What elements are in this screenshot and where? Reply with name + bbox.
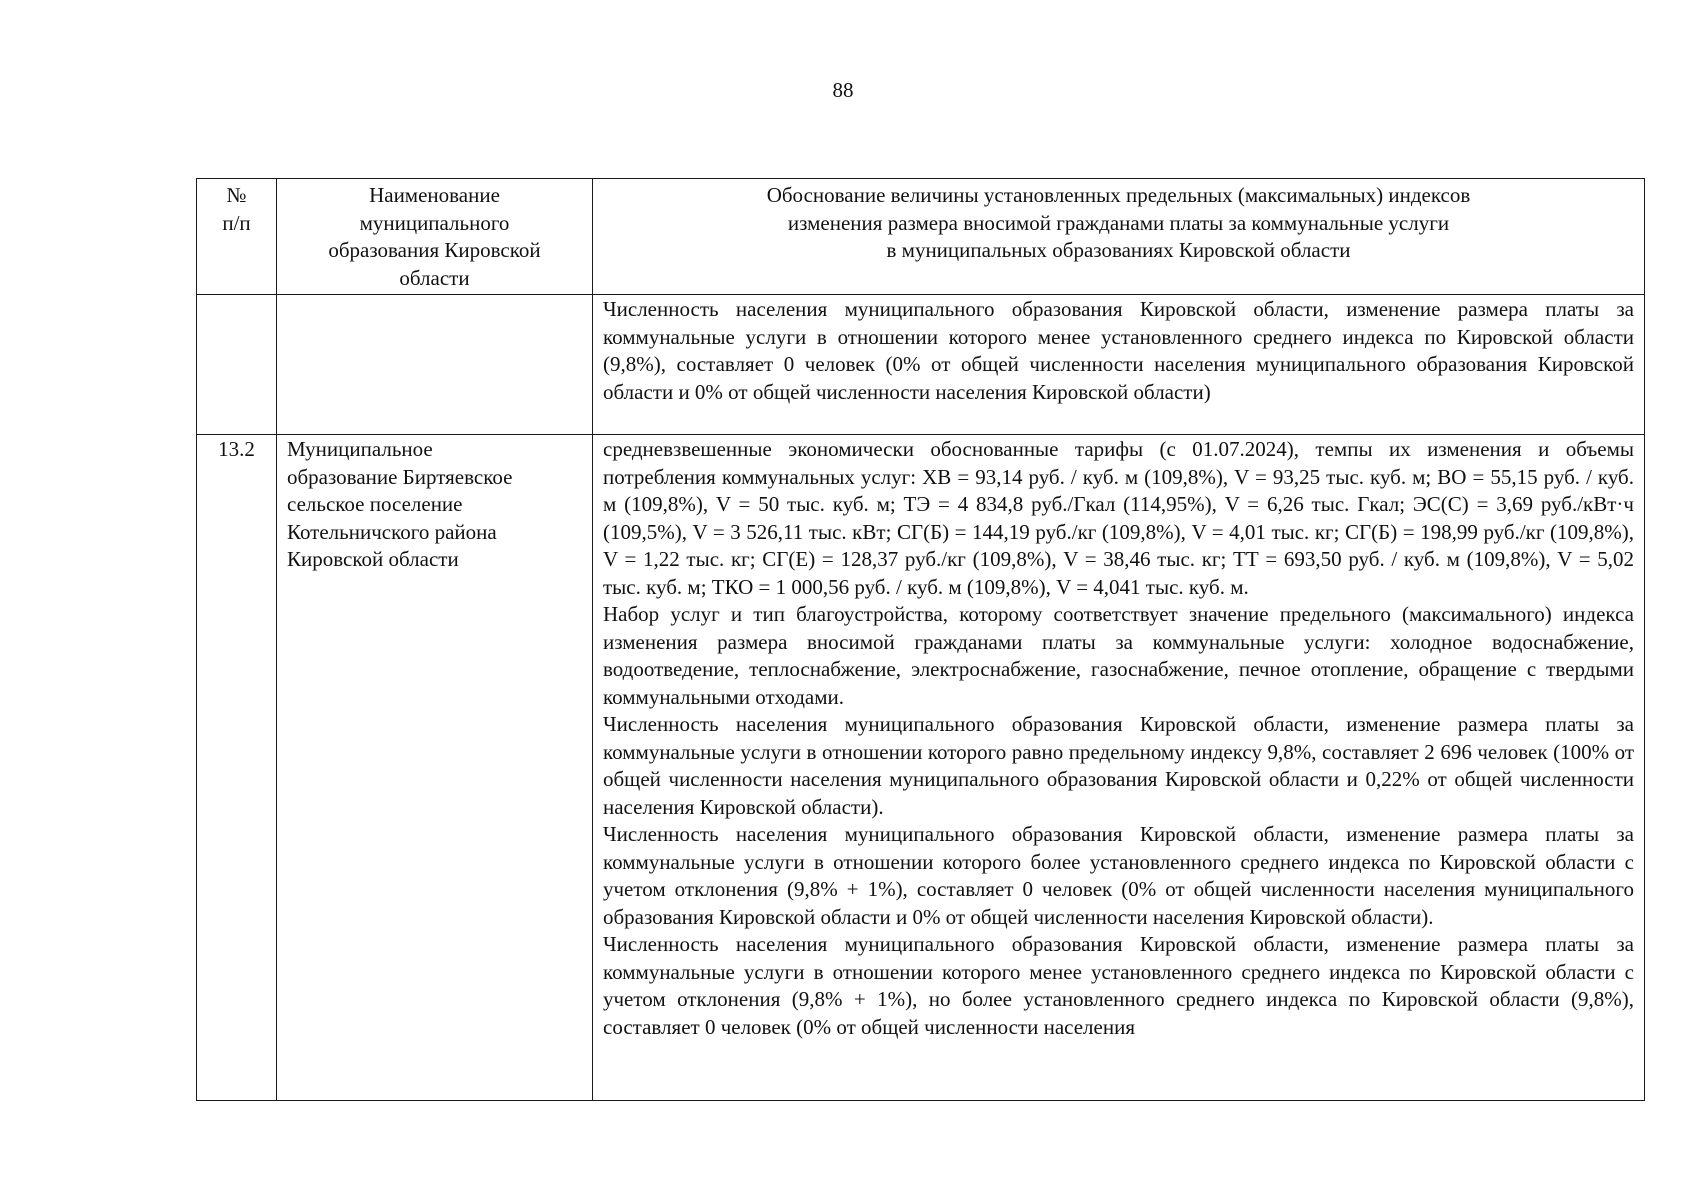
justification-text-block [603,436,1634,1100]
row-number-cell: 13.2 [197,435,277,1101]
header-municipality [277,179,593,295]
population-equal-index-paragraph: Численность населения муниципального образования Кировской области, изменение размера платы за коммунальные услуги в отношении которого равно предельному индексу 9,8%, составляет 2 696 человек (100% от общей численности населения муниципального образования Кировской области и 0,22% от общей численности населения Кировской области). [603,712,1634,819]
population-between-index-paragraph: Численность населения муниципального образования Кировской области, изменение размера платы за коммунальные услуги в отношении которого менее установленного среднего индекса по Кировской области с учетом отклонения (9,8% + 1%), но более установленного среднего индекса по Кировской области (9,8%), составляет 0 человек (0% от общей численности населения [603,932,1634,1039]
header-num-line: № [226,183,247,207]
header-justification [593,179,1645,295]
population-above-index-paragraph: Численность населения муниципального образования Кировской области, изменение размера платы за коммунальные услуги в отношении которого более установленного среднего индекса по Кировской области с учетом отклонения (9,8% + 1%), составляет 0 человек (0% от общей численности населения муниципального образования Кировской области и 0% от общей численности населения Кировской области). [603,822,1634,929]
header-num-line: п/п [222,210,251,235]
services-set-paragraph: Набор услуг и тип благоустройства, которому соответствует значение предельного (максимального) индекса изменения размера вносимой гражданами платы за коммунальные услуги: холодное водоснабжение, водоотведение, теплоснабжение, электроснабжение, газоснабжение, печное отопление, обращение с твердыми коммунальными отходами. [603,602,1634,709]
municipality-name-line: Муниципальное [287,437,433,461]
tariff-justification-table [196,178,1645,1101]
header-municipality-line: образования Кировской [328,238,541,262]
header-justification-line: изменения размера вносимой гражданами платы за коммунальные услуги [787,210,1450,235]
header-num [197,179,277,295]
header-municipality-line: муниципального [359,210,510,235]
header-justification-line: Обоснование величины установленных предельных (максимальных) индексов [766,183,1471,207]
row-municipality-cell [277,295,593,435]
row-municipality-cell [277,435,593,1101]
table-row-continuation [197,295,1645,435]
justification-paragraph: Численность населения муниципального образования Кировской области, изменение размера платы за коммунальные услуги в отношении которого менее установленного среднего индекса по Кировской области (9,8%), составляет 0 человек (0% от общей численности населения муниципального образования Кировской области и 0% от общей численности населения Кировской области) [603,297,1634,404]
table-header-row [197,179,1645,295]
municipality-name-line: сельское поселение [287,492,463,516]
municipality-name-line: Кировской области [287,547,459,571]
municipality-name-line: Котельничского района [287,519,497,544]
header-municipality-line: области [399,265,470,290]
tariffs-paragraph: средневзвешенные экономически обоснованные тарифы (с 01.07.2024), темпы их изменения и объемы потребления коммунальных услуг: ХВ = 93,14 руб. / куб. м (109,8%), V = 93,25 тыс. куб. м; ВО = 55,15 руб. / куб. м (109,8%), V = 50 тыс. куб. м; ТЭ = 4 834,8 руб./Гкал (114,95%), V = 6,26 тыс. Гкал; ЭС(С) = 3,69 руб./кВт·ч (109,5%), V = 3 526,11 тыс. кВт; СГ(Б) = 144,19 руб./кг (109,8%), V = 4,01 тыс. кг; СГ(Б) = 198,99 руб./кг (109,8%), V = 1,22 тыс. кг; СГ(Е) = 128,37 руб./кг (109,8%), V = 38,46 тыс. кг; ТТ = 693,50 руб. / куб. м (109,8%), V = 5,02 тыс. куб. м; ТКО = 1 000,56 руб. / куб. м (109,8%), V = 4,041 тыс. куб. м. [603,437,1634,599]
row-justification-cell [593,435,1645,1101]
municipality-name-line: образование Биртяевское [287,464,513,489]
header-municipality-line: Наименование [369,183,500,207]
page-number: 88 [832,78,854,102]
table-row-13-2 [197,435,1645,1101]
header-justification-line: в муниципальных образованиях Кировской области [886,238,1351,262]
row-number-cell [197,295,277,435]
row-justification-cell [593,295,1645,435]
